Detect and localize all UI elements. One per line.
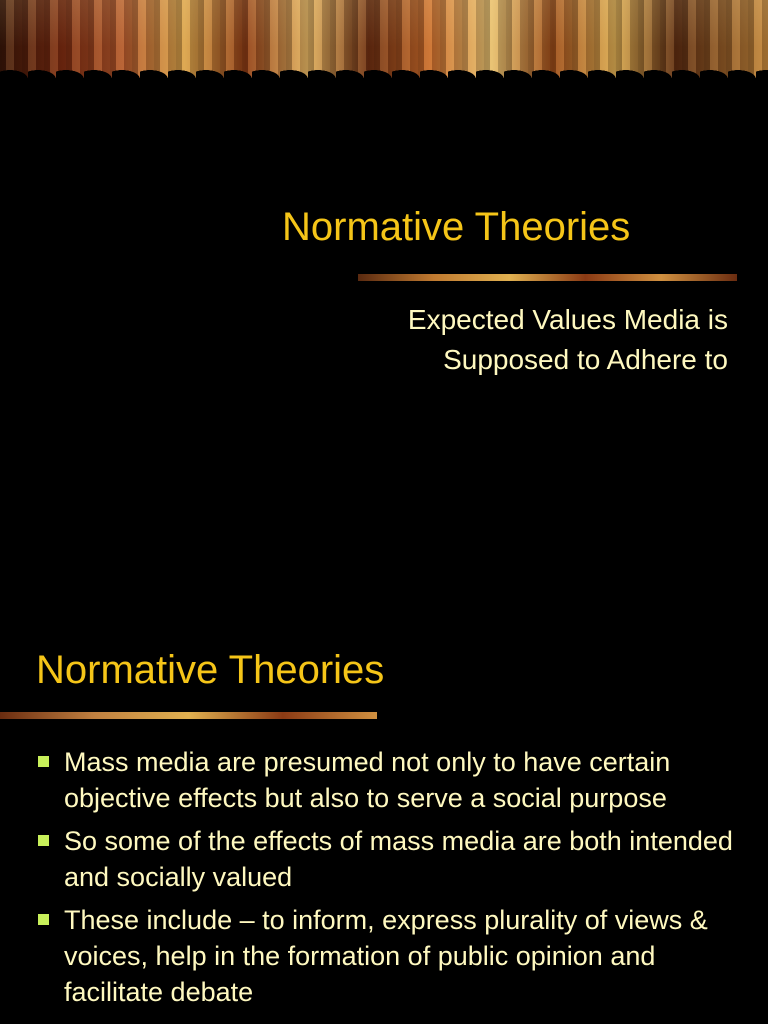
bullet-item (36, 902, 736, 1010)
slide1-subtitle-line2: Supposed to Adhere to (443, 344, 728, 375)
square-bullet-icon (38, 835, 49, 846)
slide1-title: Normative Theories (282, 205, 631, 249)
bullet-text: These include – to inform, express plurality of views & voices, help in the formation of public opinion and facilitate debate (64, 905, 708, 1007)
decorative-banner-image (0, 0, 768, 78)
bullet-item (36, 744, 736, 816)
square-bullet-icon (38, 756, 49, 767)
slide1-subtitle-line1: Expected Values Media is (407, 304, 728, 335)
square-bullet-icon (38, 914, 49, 925)
slide2-title-underline (0, 712, 377, 719)
bullet-item (36, 823, 736, 895)
slide1-title-underline (358, 274, 737, 281)
bullet-text: Mass media are presumed not only to have certain objective effects but also to serve a social purpose (64, 747, 671, 813)
slide1-subtitle (288, 300, 728, 380)
slide2-bullet-list (36, 744, 736, 1017)
slide2-title: Normative Theories (36, 648, 385, 692)
bullet-text: So some of the effects of mass media are both intended and socially valued (64, 826, 733, 892)
